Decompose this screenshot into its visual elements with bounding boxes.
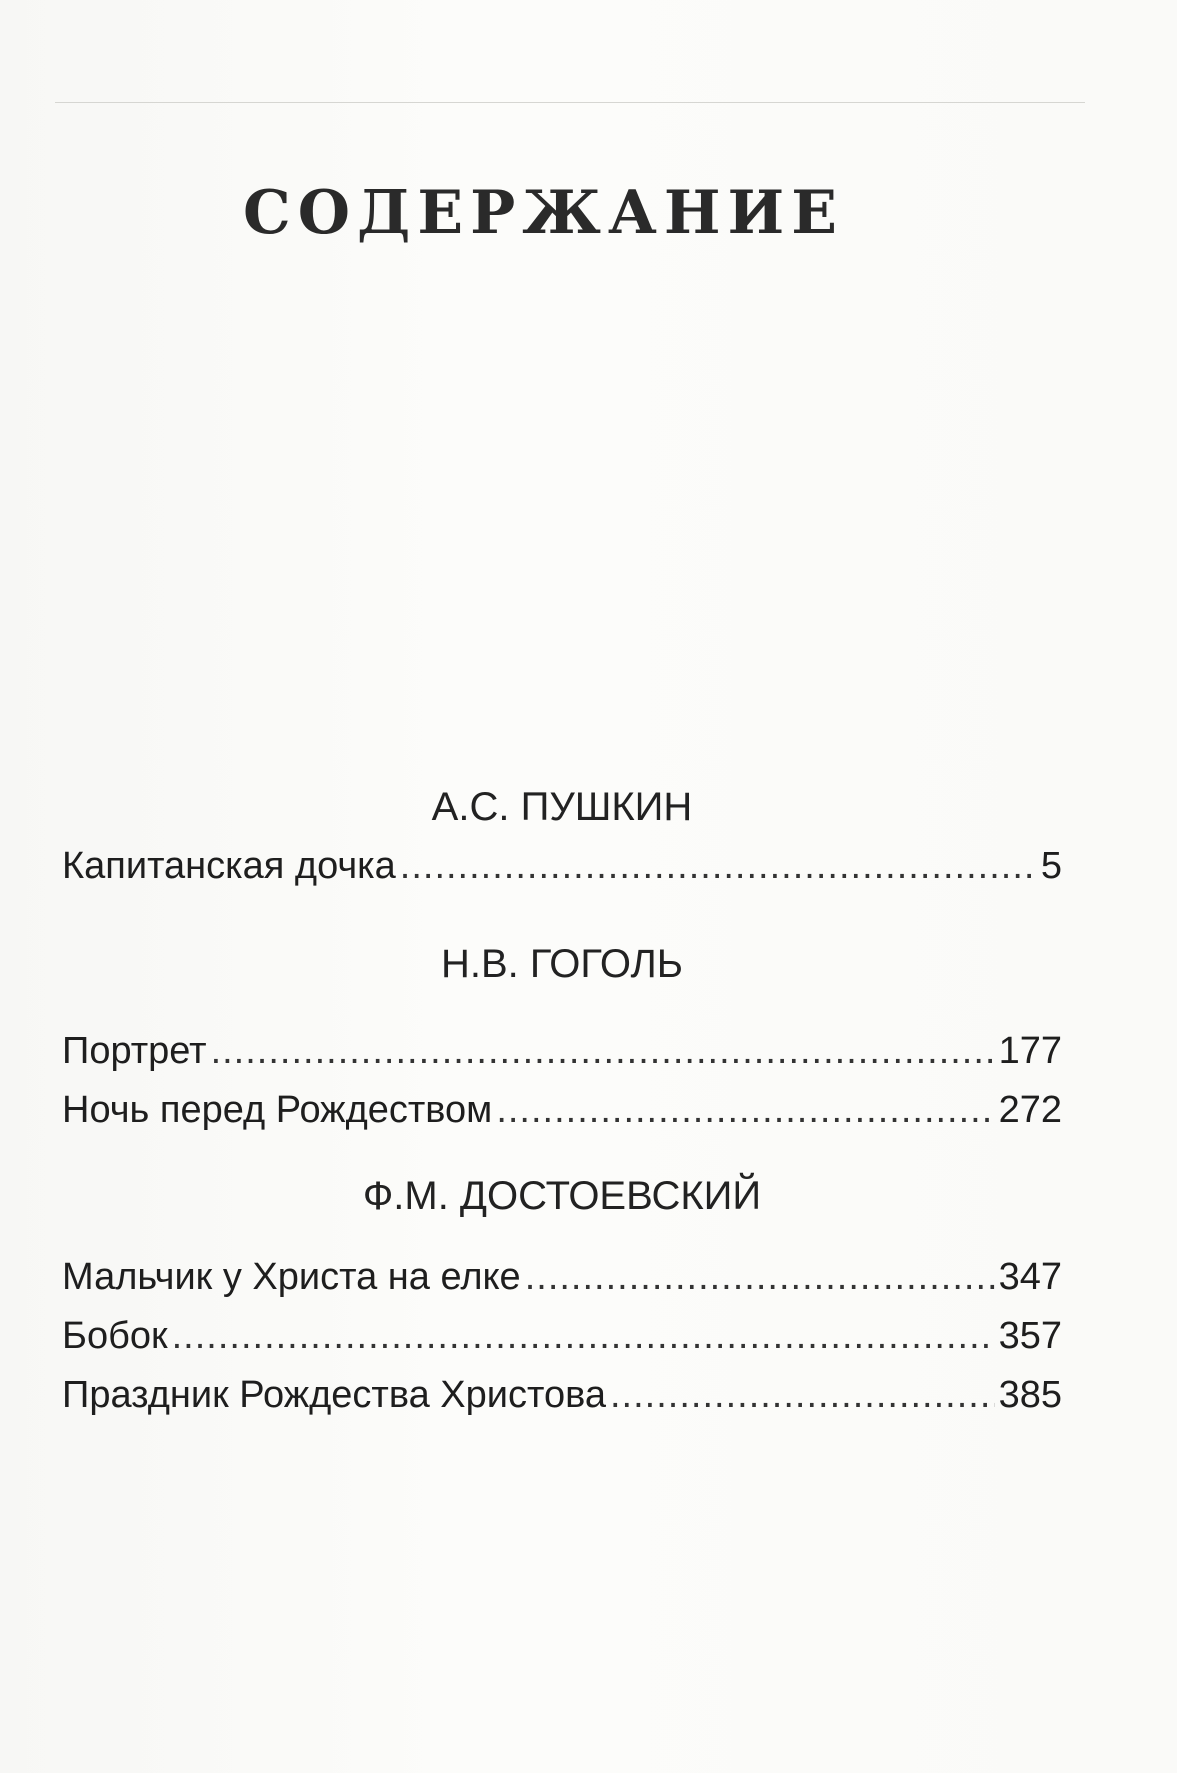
toc-entry [62,1081,1062,1140]
toc-entry [62,1366,1062,1425]
toc-entry-title: Ночь перед Рождеством [62,1089,493,1131]
author-heading: Н.В. ГОГОЛЬ [440,942,683,986]
toc-entry-title: Праздник Рождества Христова [62,1374,606,1416]
toc-entry-page: 5 [1040,845,1062,887]
dot-leader [525,1248,995,1307]
table-of-contents [62,780,1062,1425]
header-rule [55,102,1085,103]
toc-entry-title: Мальчик у Христа на елке [62,1256,521,1298]
dot-leader [172,1307,995,1366]
toc-entry-page: 357 [998,1315,1062,1357]
toc-entry [62,1022,1062,1081]
author-heading: А.С. ПУШКИН [431,785,693,829]
dot-leader [610,1366,995,1425]
toc-entry [62,1248,1062,1307]
toc-entry-page: 177 [998,1030,1062,1072]
toc-entry-title: Портрет [62,1030,207,1072]
toc-entry [62,837,1062,896]
toc-entry-page: 347 [998,1256,1062,1298]
spacer [62,994,1062,1022]
page-title: СОДЕРЖАНИЕ [243,178,844,248]
toc-entry-title: Капитанская дочка [62,845,396,887]
toc-entry-page: 272 [998,1089,1062,1131]
dot-leader [400,837,1037,896]
dot-leader [496,1081,994,1140]
spacer [62,1140,1062,1166]
toc-entry-page: 385 [998,1374,1062,1416]
toc-entry [62,1307,1062,1366]
toc-entry-title: Бобок [62,1315,168,1357]
dot-leader [211,1022,995,1081]
author-heading: Ф.М. ДОСТОЕВСКИЙ [362,1174,762,1218]
spacer [62,896,1062,934]
spacer [62,1226,1062,1248]
